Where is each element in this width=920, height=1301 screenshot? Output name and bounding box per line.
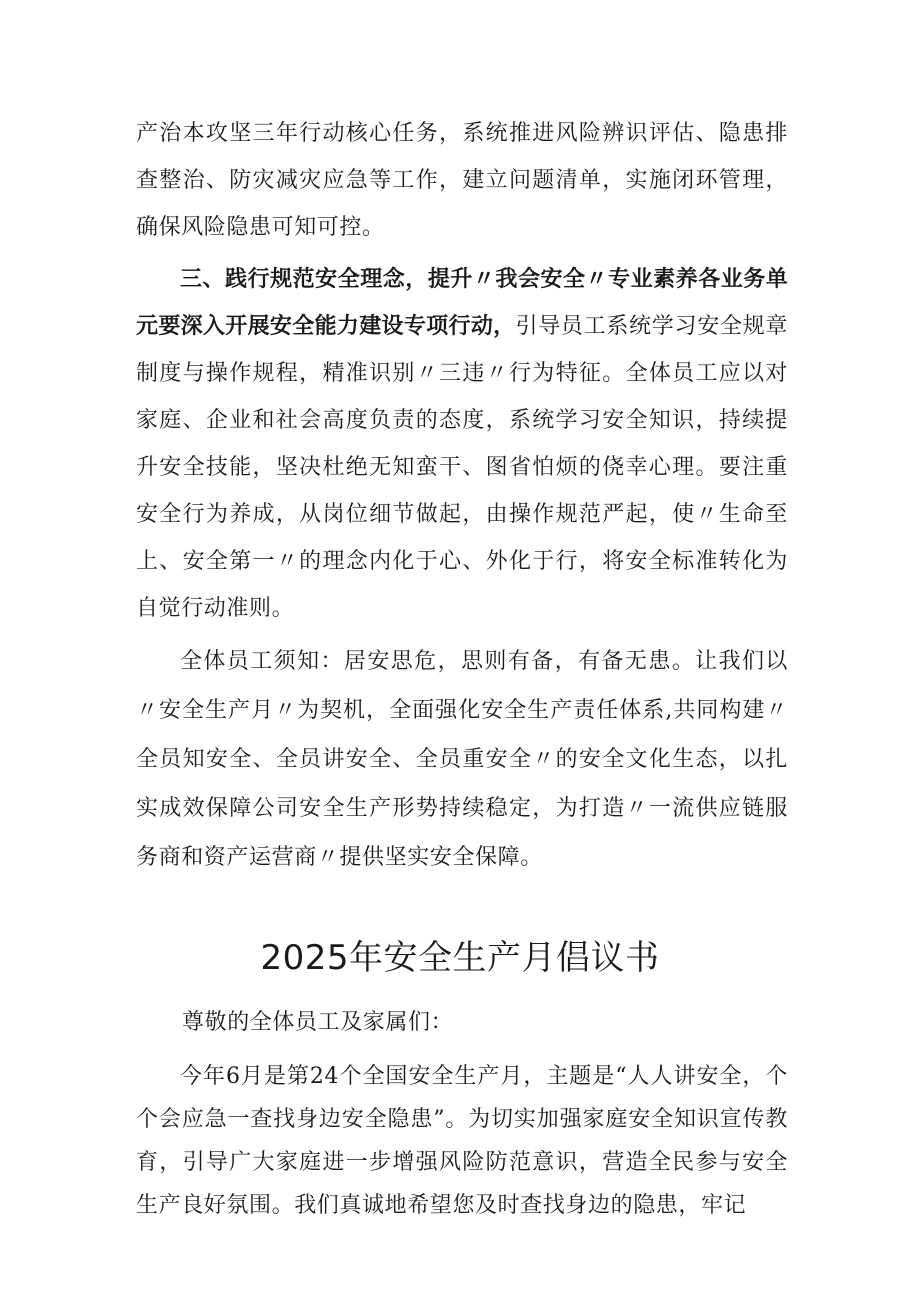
paragraph-conclusion: 全体员工须知：居安思危，思则有备，有备无患。让我们以〃安全生产月〃为契机，全面强化安全生产责任体系,共同构建〃全员知安全、全员讲安全、全员重安全〃的安全文化生态，以扎实成效保障公司安全生产形势持续稳定，为打造〃一流供应链服务商和资产运营商〃提供坚实安全保障。	[136, 649, 788, 870]
document-title: 2025年安全生产月倡议书	[260, 938, 660, 978]
paragraph-section-three	[136, 256, 788, 632]
section-three-body: 引导员工系统学习安全规章制度与操作规程，精准识别〃三违〃行为特征。全体员工应以对家庭、企业和社会高度负责的态度，系统学习安全知识，持续提升安全技能，坚决杜绝无知蛮干、图省怕烦的侥幸心理。要注重安全行为养成，从岗位细节做起，由操作规范严起，使〃生命至上、安全第一〃的理念内化于心、外化于行，将安全标准转化为自觉行动准则。	[136, 314, 789, 621]
salutation: 尊敬的全体员工及家属们：	[182, 1010, 454, 1035]
paragraph-continuation: 产治本攻坚三年行动核心任务，系统推进风险辨识评估、隐患排查整治、防灾减灾应急等工作，建立问题清单，实施闭环管理，确保风险隐患可知可控。	[136, 121, 788, 240]
paragraph-introduction: 今年6月是第24个全国安全生产月，主题是“人人讲安全，个个会应急一查找身边安全隐患”。为切实加强家庭安全知识宣传教育，引导广大家庭进一步增强风险防范意识，营造全民参与安全生产良好氛围。我们真诚地希望您及时查找身边的隐患，牢记	[136, 1064, 788, 1218]
section-three-heading: 三、践行规范安全理念，提升〃我会安全〃专业素养各业务单元要深入开展安全能力建设专项行动，	[136, 267, 788, 339]
